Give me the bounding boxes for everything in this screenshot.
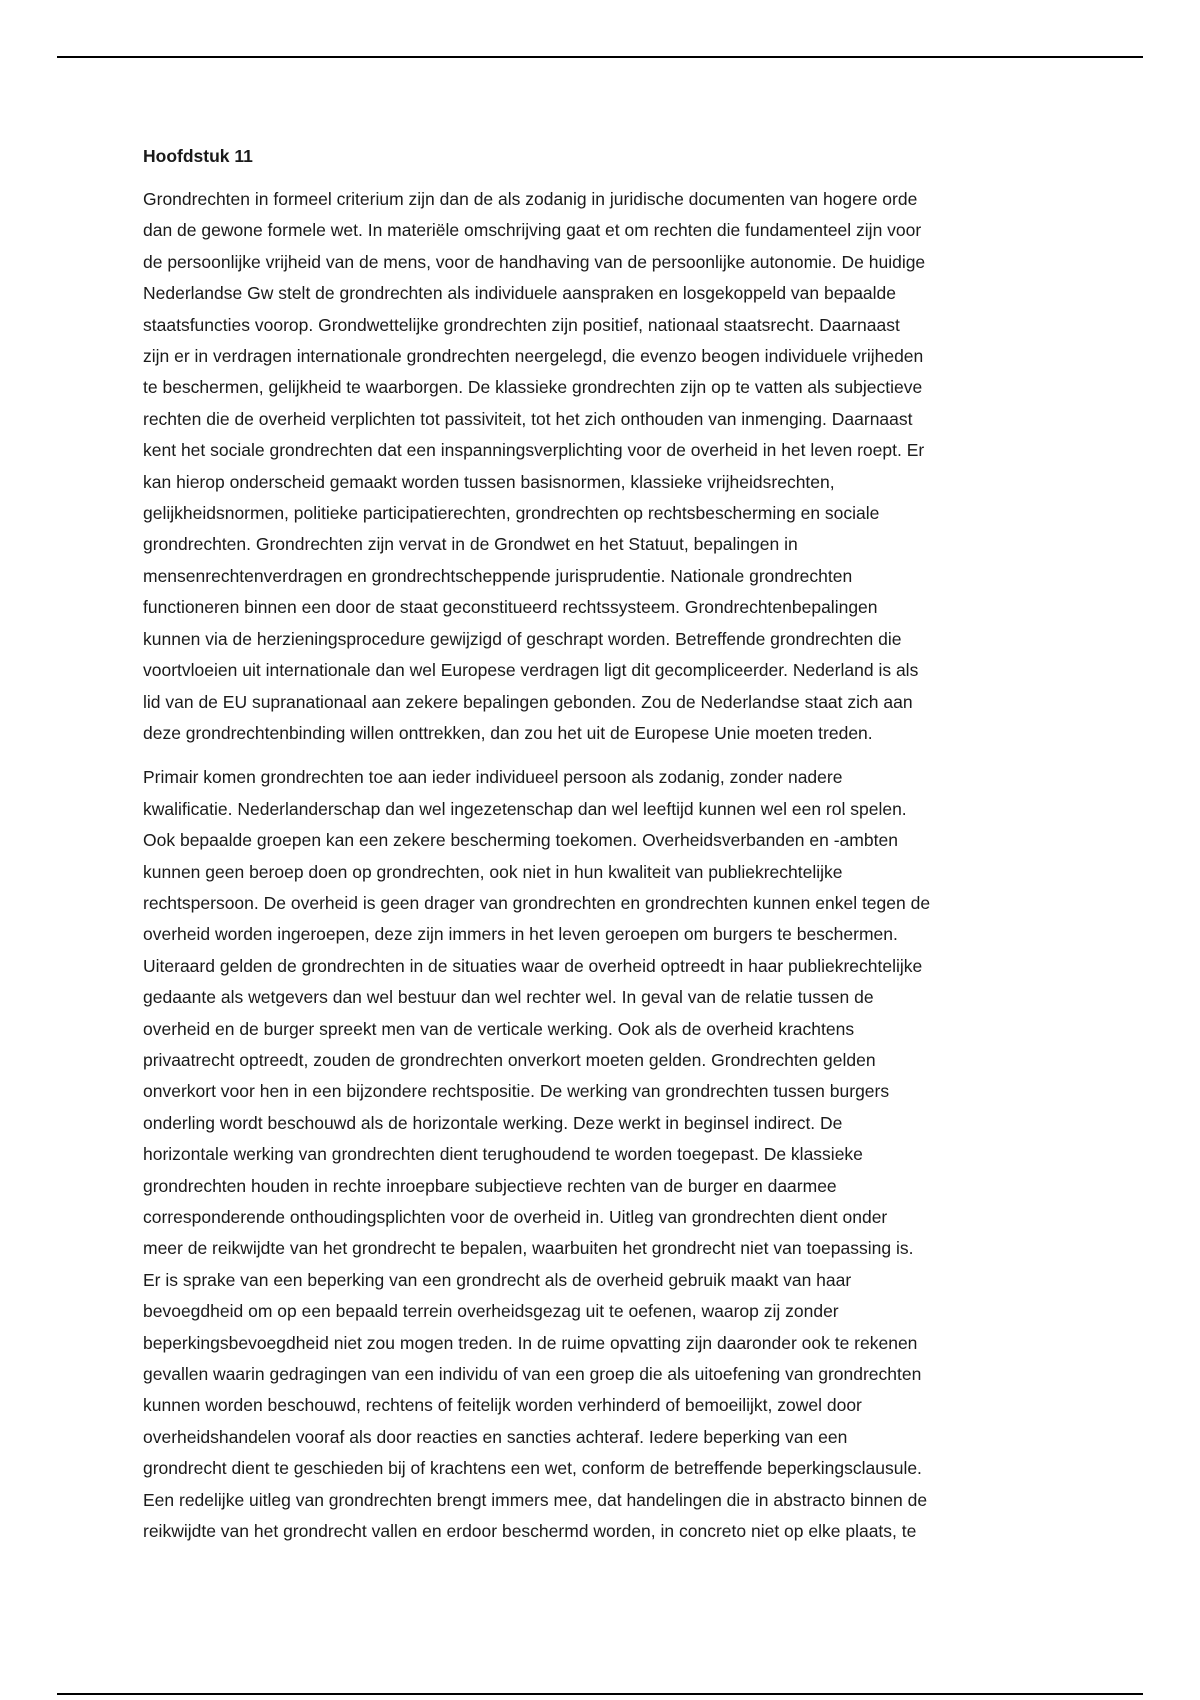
text-line: dan de gewone formele wet. In materiële omschrijving gaat et om rechten die fundamenteel zijn voor [143,220,922,241]
text-line: Nederlandse Gw stelt de grondrechten als individuele aanspraken en losgekoppeld van bepaalde [143,283,897,304]
text-line: Grondrechten in formeel criterium zijn dan de als zodanig in juridische documenten van hogere orde [143,189,918,209]
text-line: kunnen geen beroep doen op grondrechten, ook niet in hun kwaliteit van publiekrechtelijke [143,861,843,882]
text-line: onderling wordt beschouwd als de horizontale werking. Deze werkt in beginsel indirect. De [143,1112,843,1133]
bottom-rule [57,1693,1143,1695]
text-line: deze grondrechtenbinding willen onttrekken, dan zou het uit de Europese Unie moeten treden. [143,722,873,743]
text-line: zijn er in verdragen internationale grondrechten neergelegd, die evenzo beogen individuele vrijheden [143,346,924,367]
text-line: Uiteraard gelden de grondrechten in de situaties waar de overheid optreedt in haar publiekrechtelijke [143,955,923,976]
text-line: kwalificatie. Nederlanderschap dan wel ingezetenschap dan wel leeftijd kunnen wel een rol spelen. [143,798,907,819]
text-line: gelijkheidsnormen, politieke participatierechten, grondrechten op rechtsbescherming en sociale [143,503,880,524]
text-line: grondrecht dient te geschieden bij of krachtens een wet, conform de betreffende beperkingsclausule. [143,1458,922,1479]
paragraph-2 [143,762,1061,1547]
text-line: rechten die de overheid verplichten tot passiviteit, tot het zich onthouden van inmenging. Daarnaast [143,408,913,429]
text-line: beperkingsbevoegdheid niet zou mogen treden. In de ruime opvatting zijn daaronder ook te rekenen [143,1332,918,1353]
text-line: bevoegdheid om op een bepaald terrein overheidsgezag uit te oefenen, waarop zij zonder [143,1301,839,1322]
text-line: functioneren binnen een door de staat geconstitueerd rechtssysteem. Grondrechtenbepalingen [143,597,878,618]
text-line: de persoonlijke vrijheid van de mens, voor de handhaving van de persoonlijke autonomie. De huidige [143,251,926,272]
chapter-heading: Hoofdstuk 11 [143,146,253,166]
text-line: Ook bepaalde groepen kan een zekere bescherming toekomen. Overheidsverbanden en -ambten [143,830,898,851]
text-line: meer de reikwijdte van het grondrecht te bepalen, waarbuiten het grondrecht niet van toepassing is. [143,1238,914,1259]
text-line: grondrechten. Grondrechten zijn vervat in de Grondwet en het Statuut, bepalingen in [143,534,798,555]
text-line: gedaante als wetgevers dan wel bestuur dan wel rechter wel. In geval van de relatie tussen de [143,987,874,1008]
top-rule [57,56,1143,58]
text-line: lid van de EU supranationaal aan zekere bepalingen gebonden. Zou de Nederlandse staat zich aan [143,691,913,712]
text-line: kunnen worden beschouwd, rechtens of feitelijk worden verhinderd of bemoeilijkt, zowel door [143,1395,862,1416]
text-line: kent het sociale grondrechten dat een inspanningsverplichting voor de overheid in het leven roept. Er [143,440,925,461]
text-line: Primair komen grondrechten toe aan ieder individueel persoon als zodanig, zonder nadere [143,767,843,788]
text-line: kan hierop onderscheid gemaakt worden tussen basisnormen, klassieke vrijheidsrechten, [143,471,835,492]
text-line: privaatrecht optreedt, zouden de grondrechten onverkort moeten gelden. Grondrechten gelden [143,1049,876,1070]
text-line: staatsfuncties voorop. Grondwettelijke grondrechten zijn positief, nationaal staatsrecht. Daarnaast [143,314,900,335]
text-line: horizontale werking van grondrechten dient terughoudend te worden toegepast. De klassieke [143,1144,863,1165]
text-line: rechtspersoon. De overheid is geen drager van grondrechten en grondrechten kunnen enkel tegen de [143,892,931,913]
text-line: voortvloeien uit internationale dan wel Europese verdragen ligt dit gecompliceerder. Nederland is als [143,660,919,681]
text-line: te beschermen, gelijkheid te waarborgen. De klassieke grondrechten zijn op te vatten als subjectieve [143,377,923,398]
text-line: mensenrechtenverdragen en grondrechtscheppende jurisprudentie. Nationale grondrechten [143,565,853,586]
text-line: overheid en de burger spreekt men van de verticale werking. Ook als de overheid krachtens [143,1018,855,1039]
text-line: Er is sprake van een beperking van een grondrecht als de overheid gebruik maakt van haar [143,1269,852,1290]
paragraph-1 [143,184,1061,749]
text-line: gevallen waarin gedragingen van een individu of van een groep die als uitoefening van grondrechten [143,1364,922,1385]
text-line: reikwijdte van het grondrecht vallen en erdoor beschermd worden, in concreto niet op elke plaats, te [143,1521,917,1542]
text-line: corresponderende onthoudingsplichten voor de overheid in. Uitleg van grondrechten dient onder [143,1207,888,1227]
document-body [143,140,1061,1560]
text-line: overheid worden ingeroepen, deze zijn immers in het leven geroepen om burgers te beschermen. [143,924,898,945]
text-line: grondrechten houden in rechte inroepbare subjectieve rechten van de burger en daarmee [143,1175,837,1196]
text-line: Een redelijke uitleg van grondrechten brengt immers mee, dat handelingen die in abstracto binnen de [143,1489,928,1510]
text-line: onverkort voor hen in een bijzondere rechtspositie. De werking van grondrechten tussen burgers [143,1081,890,1102]
text-line: kunnen via de herzieningsprocedure gewijzigd of geschrapt worden. Betreffende grondrechten die [143,628,902,649]
text-line: overheidshandelen vooraf als door reacties en sancties achteraf. Iedere beperking van een [143,1426,848,1447]
